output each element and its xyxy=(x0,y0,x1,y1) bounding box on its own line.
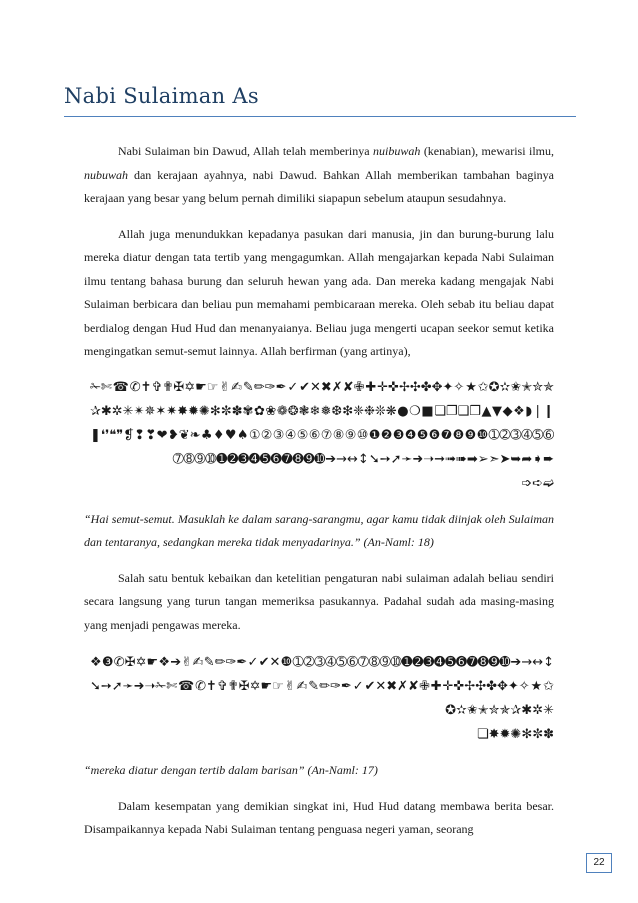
arabic-verse-an-naml-18 xyxy=(84,376,554,496)
paragraph-1 xyxy=(84,140,554,211)
paragraph-3: Salah satu bentuk kebaikan dan ketelitian pengaturan nabi sulaiman adalah beliau sendiri secara langsung yang turun tangan memeriksa pasukannya. Padahal sudah ada masing-masing yang menjadi pengawas mereka. xyxy=(84,570,554,632)
document-body xyxy=(84,140,554,842)
page-title: Nabi Sulaiman As xyxy=(64,84,259,108)
page-number: 22 xyxy=(586,853,612,873)
paragraph-1-text-b: (kenabian), mewarisi ilmu, xyxy=(420,144,554,158)
term-nuibuwah: nuibuwah xyxy=(373,144,421,158)
title-divider xyxy=(64,116,576,117)
paragraph-1-text-c: dan kerajaan ayahnya, nabi Dawud. Bahkan Allah memberikan tambahan baginya kerajaan yang besar yang belum pernah dimiliki siapapun sebelum ataupun sesudahnya. xyxy=(84,167,554,205)
verse-translation-an-naml-18: “Hai semut-semut. Masuklah ke dalam sarang-sarangmu, agar kamu tidak diinjak oleh Sulaiman dan tentaranya, sedangkan mereka tidak menyadarinya.” (An-Naml: 18) xyxy=(84,511,554,549)
verse-translation-an-naml-17: “mereka diatur dengan tertib dalam barisan” (An-Naml: 17) xyxy=(84,763,378,777)
arabic-verse-end: ➩➪➫ xyxy=(521,475,554,491)
paragraph-1-text-a: Nabi Sulaiman bin Dawud, Allah telah memberinya xyxy=(118,144,374,158)
term-nubuwah: nubuwah xyxy=(84,167,129,182)
arabic-verse-text: ❖❸✆✠✡☛❖➔✌✍✎✏✑✒✓✔✕❿➀➁➂➃➄➅➆➇➈➉➊➋➌➍➎➏➐➑➒➓➔→↔↕➘➙➚➛➜➝✁✄☎✆✝✞✟✠✡☛☞✌✍✎✏✑✒✓✔✕✖✗✘✙✚✛✜✢✣✤✥✦✧★✩✪✫✬✭✮✯✰✱✲✳ xyxy=(90,655,554,718)
paragraph-4: Dalam kesempatan yang demikian singkat ini, Hud Hud datang membawa berita besar. Disampaikannya kepada Nabi Sulaiman tentang penguasa negeri yaman, seorang xyxy=(84,798,554,836)
arabic-verse-text: ✁✄☎✆✝✞✟✠✡☛☞✌✍✎✏✑✒✓✔✕✖✗✘✙✚✛✜✢✣✤✥✦✧★✩✪✫✬✭✮✯✰✱✲✳✴✵✶✷✸✹✺✻✼✽✾✿❀❁❂❃❄❅❆❇❈❉❊❋●❍■❏❐❑❒▲▼◆❖◗❘❙❚❛❜❝❞❡❢❣❤❥❦❧♣♦♥♠①②③④⑤⑥⑦⑧⑨⑩❶❷❸❹❺❻❼❽❾❿➀➁➂➃➄➅➆➇➈➉➊➋➌➍➎➏➐➑➒➓➔→↔↕➘➙➚➛➜➝➞➟➠➡➢➣➤➥➦➧➨ xyxy=(90,379,554,467)
arabic-verse-end: ❏✸✹✺✻✼✽ xyxy=(476,727,554,742)
paragraph-2: Allah juga menundukkan kepadanya pasukan dari manusia, jin dan burung-burung lalu mereka diatur dengan tata tertib yang mengagumkan. Allah mengajarkan kepada Nabi Sulaiman ilmu tentang bahasa burung dan seluruh hewan yang ada. Dan mereka kadang mengajak Nabi Sulaiman berbicara dan beliau pun memahami pembicaraan mereka. Oleh sebab itu beliau dapat berdialog dengan Hud Hud dan menanyaianya. Beliau juga mengerti ucapan seekor semut ketika mengingatkan semut-semut lainnya. Allah berfirman (yang artinya), xyxy=(84,226,554,358)
arabic-verse-an-naml-17 xyxy=(84,651,554,747)
